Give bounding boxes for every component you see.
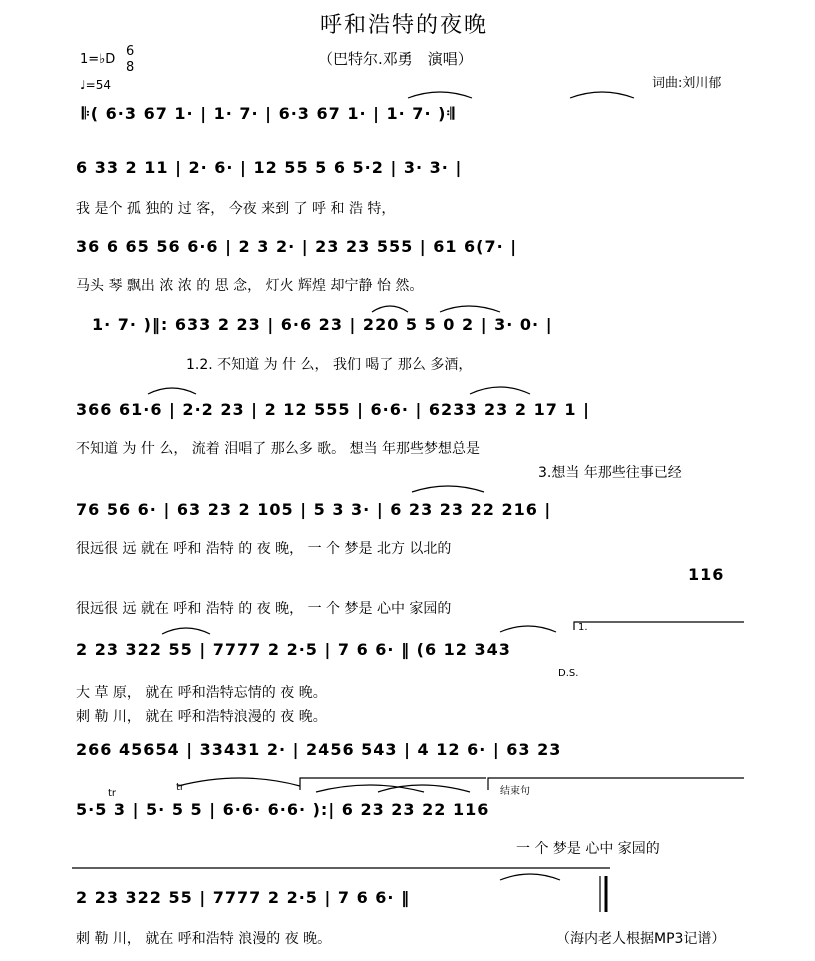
notation-line-9: 5·5 3 | 5· 5 5 | 6·6· 6·6· ):| 6 23 23 22 116: [76, 800, 490, 819]
notation-line-4: 1· 7· )‖: 633 2 23 | 6·6 23 | 220 5 5 0 2 | 3· 0· |: [92, 315, 553, 334]
lyric-line-7a: 大 草 原， 就在 呼和浩特忘情的 夜 晚。: [76, 685, 327, 701]
trill-marker: tr: [108, 788, 117, 799]
lyric-line-5a: 不知道 为 什 么， 流着 泪唱了 那么多 歌。 想当 年那些梦想总是: [76, 441, 481, 457]
transcriber-note: （海内老人根据MP3记谱）: [556, 931, 726, 947]
lyric-line-2: 我 是个 孤 独的 过 客， 今夜 来到 了 呼 和 浩 特，: [76, 201, 396, 217]
ending-label: 结束句: [500, 786, 530, 797]
notation-line-1: 𝄆( 6·3 67 1· | 1· 7· | 6·3 67 1· | 1· 7· )𝄇: [82, 104, 456, 123]
lyric-line-6b: 很远很 远 就在 呼和 浩特 的 夜 晚， 一 个 梦是 心中 家园的: [76, 601, 452, 617]
time-signature-bottom: 8: [126, 60, 135, 75]
notation-extra-6: 116: [688, 565, 725, 584]
lyric-line-3: 马头 琴 飘出 浓 浓 的 思 念， 灯火 辉煌 却宁静 怡 然。: [76, 278, 424, 294]
notation-line-8: 266 45654 | 33431 2· | 2456 543 | 4 12 6· | 63 23: [76, 740, 562, 759]
lyric-line-9: 一 个 梦是 心中 家园的: [516, 841, 660, 857]
notation-line-7: 2 23 322 55 | 7777 2 2·5 | 7 6 6· ‖ (6 12 343: [76, 640, 511, 659]
lyric-line-7b: 刺 勒 川， 就在 呼和浩特浪漫的 夜 晚。: [76, 709, 327, 725]
notation-line-2: 6 33 2 11 | 2· 6· | 12 55 5 6 5·2 | 3· 3· |: [76, 158, 463, 177]
notation-line-3: 36 6 65 56 6·6 | 2 3 2· | 23 23 555 | 61 6(7· |: [76, 237, 518, 256]
lyric-line-4: 1.2. 不知道 为 什 么， 我们 喝了 那么 多酒，: [186, 357, 473, 373]
time-signature-top: 6: [126, 44, 135, 59]
page-subtitle: （巴特尔.邓勇 演唱）: [318, 50, 473, 68]
tempo: ♩=54: [80, 78, 111, 92]
notation-line-10: 2 23 322 55 | 7777 2 2·5 | 7 6 6· ‖: [76, 888, 411, 907]
volta-marker: 1.: [578, 622, 588, 633]
credit: 词曲:刘川郁: [652, 76, 722, 91]
notation-line-5: 366 61·6 | 2·2 23 | 2 12 555 | 6·6· | 6233 23 2 17 1 |: [76, 400, 590, 419]
ds-marker: D.S.: [558, 668, 579, 679]
lyric-line-6a: 很远很 远 就在 呼和 浩特 的 夜 晚， 一 个 梦是 北方 以北的: [76, 541, 452, 557]
notation-line-6: 76 56 6· | 63 23 2 105 | 5 3 3· | 6 23 23 22 216 |: [76, 500, 552, 519]
key-signature: 1=♭D: [80, 52, 116, 67]
trill-marker-2: tr: [176, 782, 185, 793]
page-title: 呼和浩特的夜晚: [320, 13, 489, 38]
lyric-line-5b: 3.想当 年那些往事已经: [538, 465, 682, 481]
lyric-line-10: 刺 勒 川， 就在 呼和浩特 浪漫的 夜 晚。: [76, 931, 332, 947]
